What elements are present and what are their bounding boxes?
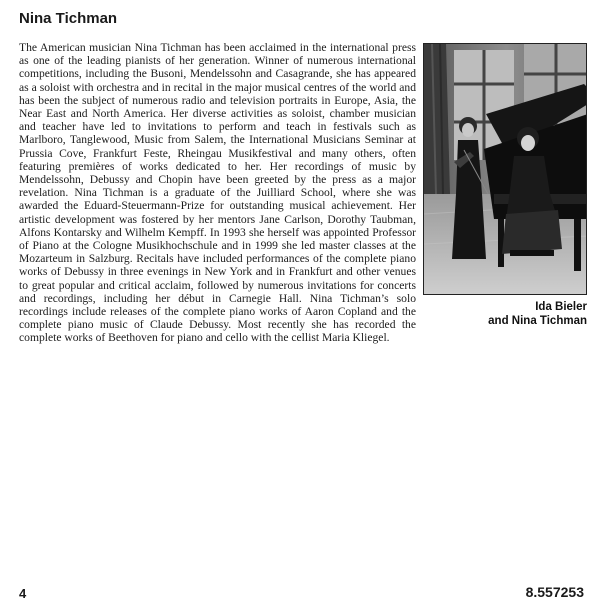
- caption-line-1: Ida Bieler: [535, 301, 587, 313]
- page-number: 4: [19, 586, 27, 601]
- performers-photo: [423, 43, 587, 295]
- page-title: Nina Tichman: [19, 10, 118, 27]
- catalog-number: 8.557253: [525, 584, 584, 600]
- caption-line-2: and Nina Tichman: [488, 315, 587, 327]
- photo-illustration: [424, 44, 587, 295]
- photo-caption: [425, 300, 587, 328]
- biography-text: The American musician Nina Tichman has been acclaimed in the international press as one of the leading pianists of her generation. Winner of numerous international competitions, including the Busoni, Mendelssohn and Casagrande, she has appeared as a soloist with orchestra and in recital in the major musical centres of the world and has been the subject of numerous radio and television portraits in Europe, Asia, the Near East and North America. Her diverse activities as soloist, chamber musician and teacher have led to invitations to perform and teach in festivals such as Marlboro, Tanglewood, Music from Salem, the International Musicians Seminar at Prussia Cove, Frankfurt Feste, Rheingau Musikfestival and many others, often featuring premières of works dedicated to her. Her recordings of music by Mendelssohn, Debussy and Chopin have been greeted by the press as a major revelation. Nina Tichman is a graduate of the Juilliard School, where she was awarded the Eduard-Steuermann-Prize for outstanding musical achievement. Her artistic development was fostered by her mentors Jane Carlson, Dorothy Taubman, Alfons Kontarsky and Wilhelm Kempff. In 1993 she herself was appointed Professor of Piano at the Cologne Musikhochschule and in 1999 she led master classes at the Mozarteum in Salzburg. Recitals have included performances of the complete piano works of Debussy in three evenings in New York and in Frankfurt and other venues to great popular and critical acclaim, followed by numerous invitations for concerts and recordings, including her début in Carnegie Hall. Nina Tichman’s solo recordings include releases of the complete piano works of Aaron Copland and the complete piano music of Claude Debussy. Most recently she has recorded the complete works of Beethoven for piano and cello with the cellist Maria Kliegel.: [19, 41, 416, 345]
